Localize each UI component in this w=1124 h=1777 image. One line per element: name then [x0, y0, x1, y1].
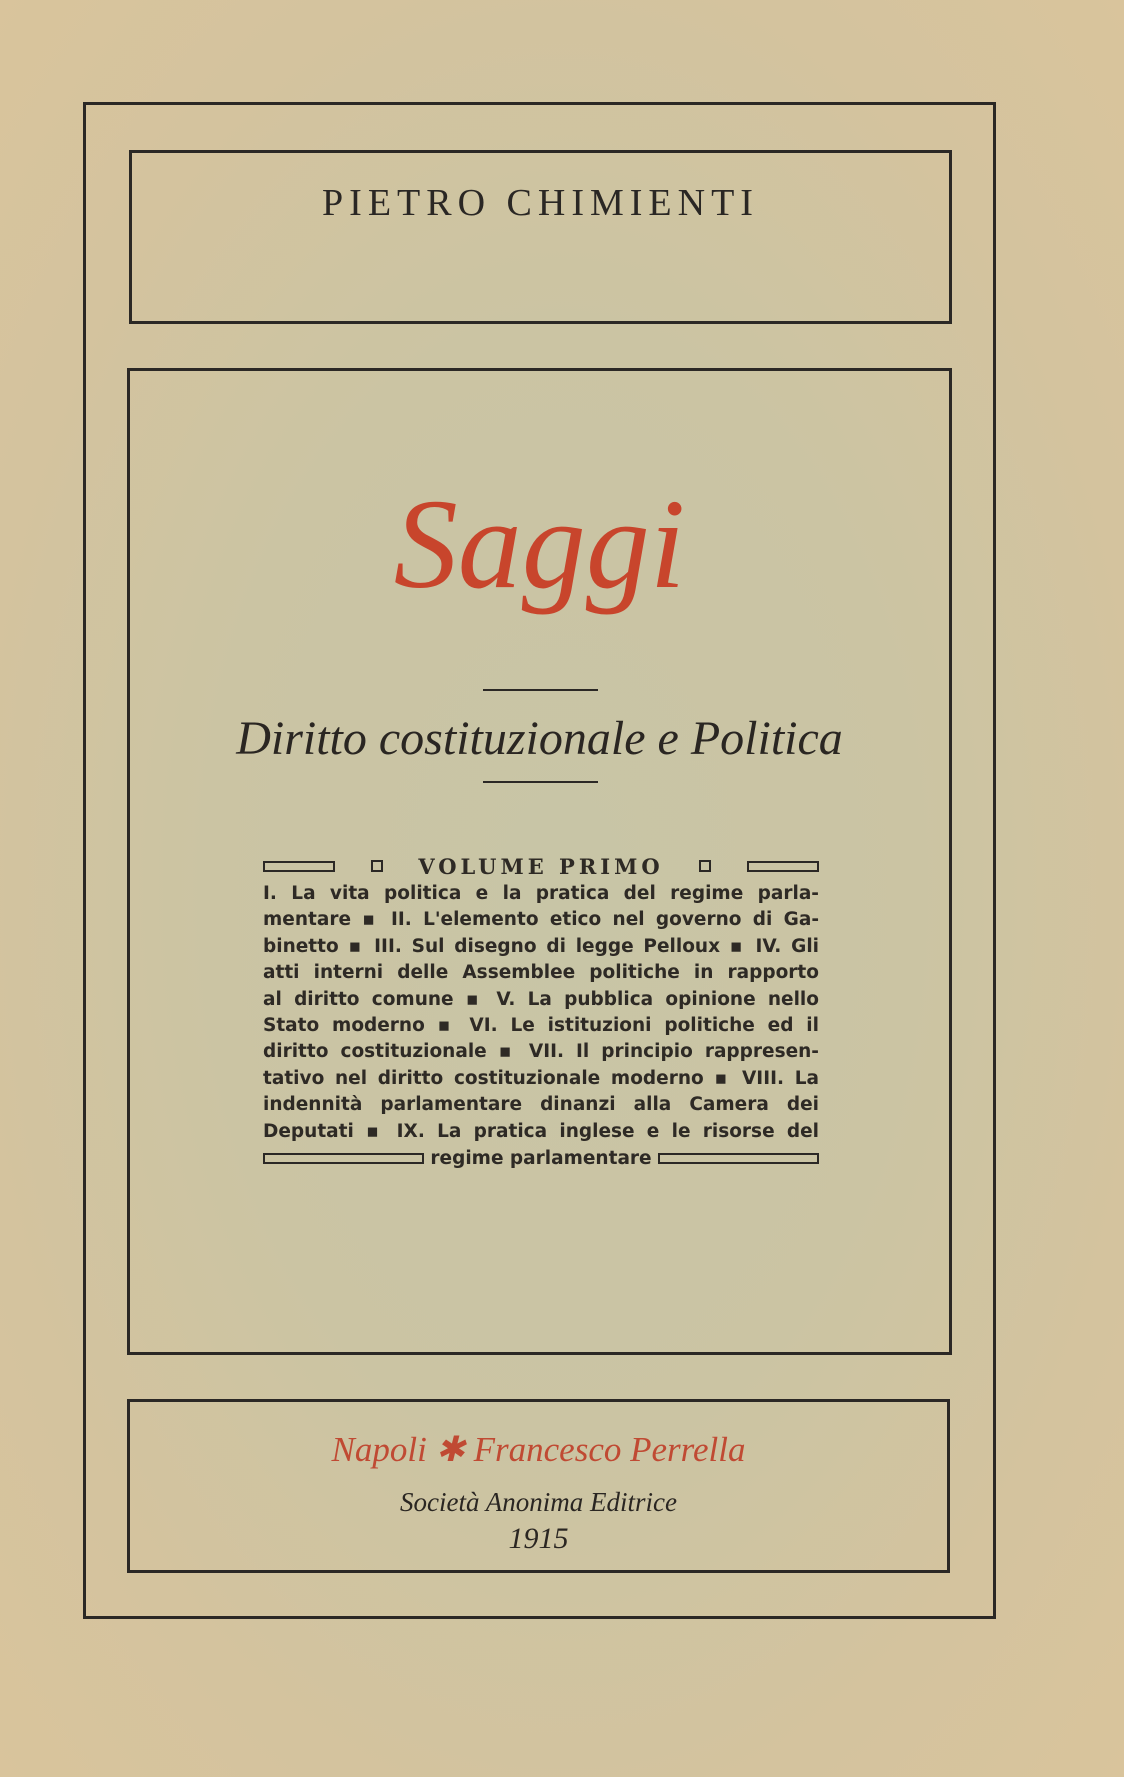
toc-text: I. La vita politica e la pratica del regime parla- — [263, 883, 819, 904]
divider-rule — [483, 781, 598, 783]
toc-text: diritto costituzionale ▪ VII. Il principio rappresen- — [263, 1041, 819, 1063]
volume-label: VOLUME PRIMO — [418, 853, 664, 879]
toc-line — [263, 1013, 819, 1039]
author-name: PIETRO CHIMIENTI — [322, 182, 759, 224]
divider-rule — [483, 689, 598, 691]
toc-line — [263, 1039, 819, 1065]
publisher-frame — [127, 1399, 950, 1573]
toc-line — [263, 1066, 819, 1092]
toc-line — [263, 960, 819, 986]
toc-text: Deputati ▪ IX. La pratica inglese e le risorse del — [263, 1120, 819, 1142]
toc-line — [263, 881, 819, 907]
book-subtitle: Diritto costituzionale e Politica — [236, 712, 843, 765]
ornament-bar — [263, 861, 335, 872]
ornament-bar — [747, 861, 819, 872]
toc-text: atti interni delle Assemblee politiche in rapporto — [263, 962, 819, 984]
toc-line — [263, 987, 819, 1013]
publication-year: 1915 — [508, 1522, 569, 1555]
title-frame — [127, 368, 952, 1355]
toc-text: tativo nel diritto costituzionale moderno ▪ VIII. La — [263, 1067, 819, 1089]
book-title: Saggi — [393, 473, 686, 615]
toc-line — [263, 1119, 819, 1145]
ornament-bar — [263, 1153, 424, 1164]
toc-text: binetto ▪ III. Sul disegno di legge Pelloux ▪ IV. Gli — [263, 935, 819, 957]
ornament-square — [371, 860, 383, 872]
toc-text: al diritto comune ▪ V. La pubblica opinione nello — [263, 988, 819, 1010]
author-frame — [129, 150, 952, 324]
publisher-name: Napoli ✱ Francesco Perrella — [331, 1430, 746, 1469]
toc-last-line — [263, 1145, 819, 1171]
ornament-square — [699, 860, 711, 872]
toc-line — [263, 934, 819, 960]
toc-line — [263, 1092, 819, 1118]
table-of-contents — [263, 851, 819, 1171]
publisher-society: Società Anonima Editrice — [400, 1487, 677, 1517]
volume-heading — [263, 851, 819, 881]
toc-text: regime parlamentare — [430, 1147, 652, 1169]
toc-text: mentare ▪ II. L'elemento etico nel governo di Ga- — [263, 909, 819, 931]
toc-line — [263, 907, 819, 933]
toc-text: Stato moderno ▪ VI. Le istituzioni politiche ed il — [263, 1014, 819, 1036]
toc-text: indennità parlamentare dinanzi alla Camera dei — [263, 1094, 819, 1116]
ornament-bar — [658, 1153, 819, 1164]
